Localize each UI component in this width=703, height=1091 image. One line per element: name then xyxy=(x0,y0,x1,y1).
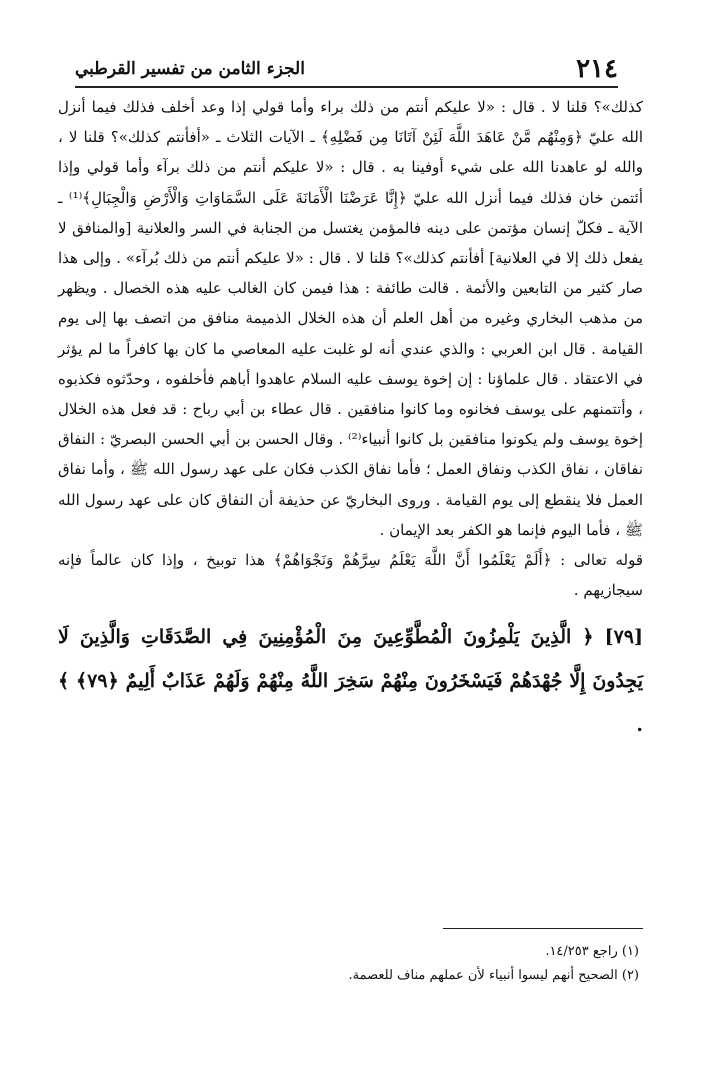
running-title: الجزء الثامن من تفسير القرطبي xyxy=(75,59,305,79)
body-paragraph: قوله تعالى : ﴿أَلَمْ يَعْلَمُوا أَنَّ اللَّهَ يَعْلَمُ سِرَّهُمْ وَنَجْوَاهُمْ﴾ هذا توبيخ ، وإذا كان عالماً فإنه سيجازيهم . xyxy=(58,551,643,600)
footnote-divider xyxy=(443,928,643,929)
footnotes xyxy=(58,940,639,988)
body-paragraph: كذلك»؟ قلنا لا . قال : «لا عليكم أنتم من ذلك براء وأما قولي إذا وعد أخلف فذلك فيما أنزل الله عليّ ﴿وَمِنْهُم مَّنْ عَاهَدَ اللَّهَ لَئِنْ آتَانَا مِن فَضْلِهِ﴾ ـ الآيات الثلاث ـ «أفأنتم كذلك»؟ قلنا لا ، والله لو عاهدنا الله على شيء أوفينا به . قال : «لا عليكم أنتم من ذلك برآء وأما قولي وإذا أئتمن خان فذلك فيما أنزل الله عليّ ﴿إِنَّا عَرَضْنَا الْأَمَانَةَ عَلَى السَّمَاوَاتِ وَالْأَرْضِ وَالْجِبَالِ﴾⁽¹⁾ ـ الآية ـ فكلّ إنسان مؤتمن على دينه فالمؤمن يغتسل من الجنابة في السر والعلانية [والمنافق لا يفعل ذلك إلا في العلانية] أفأنتم كذلك»؟ قلنا لا . قال : «لا عليكم أنتم من ذلك بُرآء» . وإلى هذا صار كثير من التابعين والأئمة . قالت طائفة : هذا فيمن كان الغالب عليه هذه الخصال . ويظهر من مذهب البخاري وغيره من أهل العلم أن هذه الخلال الذميمة منافق من اتصف بها إلى يوم القيامة . قال ابن العربي : والذي عندي أنه لو غلبت عليه المعاصي ما كان بها كافراً ما لم يؤثر في الاعتقاد . قال علماؤنا : إن إخوة يوسف عليه السلام عاهدوا أباهم فأخلفوه ، وحدّثوه فكذبوه ، وأتتمنهم على يوسف فخانوه وما كانوا منافقين . قال عطاء بن أبي رباح : قد فعل هذه الخلال إخوة يوسف ولم يكونوا منافقين بل كانوا أنبياء⁽²⁾ . وقال الحسن بن أبي الحسن البصريّ : النفاق نفاقان ، نفاق الكذب ونفاق العمل ؛ فأما نفاق الكذب فكان على عهد رسول الله ﷺ ، وأما نفاق العمل فلا ينقطع إلى يوم القيامة . وروى البخاريّ عن حذيفة أن النفاق كان على عهد رسول الله ﷺ ، فأما اليوم فإنما هو الكفر بعد الإيمان . xyxy=(58,98,643,539)
footnote: (٢) الصحيح أنهم ليسوا أنبياء لأن عملهم مناف للعصمة. xyxy=(348,968,639,983)
footnote: (١) راجع ١٤/٢٥٣. xyxy=(545,944,639,959)
page-header xyxy=(75,52,618,88)
page-body xyxy=(58,92,643,747)
quran-verse-block: [٧٩] ﴿ الَّذِينَ يَلْمِزُونَ الْمُطَّوِّعِينَ مِنَ الْمُؤْمِنِينَ فِي الصَّدَقَاتِ وَالَّذِينَ لَا يَجِدُونَ إِلَّا جُهْدَهُمْ فَيَسْخَرُونَ مِنْهُمْ سَخِرَ اللَّهُ مِنْهُمْ وَلَهُمْ عَذَابٌ أَلِيمٌ ﴿٧٩﴾ ﴾ . xyxy=(58,626,643,737)
page-number: ٢١٤ xyxy=(576,54,618,84)
